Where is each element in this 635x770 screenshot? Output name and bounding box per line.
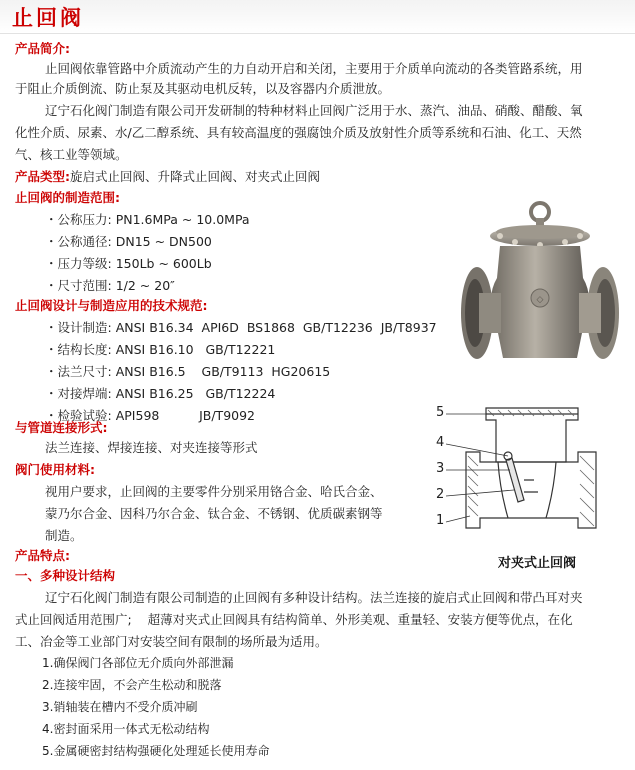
features-line-2: 式止回阀适用范围广; 超薄对夹式止回阀具有结构简单、外形美观、重量轻、安装方便等优点，在化 — [15, 612, 573, 627]
feature-point: 5.金属硬密封结构强硬化处理延长使用寿命 — [42, 744, 270, 758]
features-line-3: 工、冶金等工业部门对安装空间有限制的场所最为适用。 — [15, 634, 328, 649]
diagram-label-3: 3 — [436, 461, 445, 476]
spec-item: ・ 结构长度: ANSI B16.10 GB/T12221 — [45, 340, 275, 358]
spec-heading: 止回阀设计与制造应用的技术规范: — [15, 298, 208, 313]
intro-line-1: 止回阀依靠管路中介质流动产生的力自动开启和关闭，主要用于介质单向流动的各类管路系统，用 — [45, 61, 583, 76]
title-bar — [0, 0, 635, 34]
range-heading: 止回阀的制造范围: — [15, 190, 120, 205]
diagram-caption: 对夹式止回阀 — [498, 556, 577, 571]
diagram-label-5: 5 — [436, 405, 445, 420]
material-line-1: 视用户要求，止回阀的主要零件分别采用铬合金、哈氏合金、 — [45, 484, 383, 499]
intro-line-5: 气、核工业等领域。 — [15, 147, 128, 162]
spec-item: ・ 对接焊端: ANSI B16.25 GB/T12224 — [45, 384, 275, 402]
range-item: ・ 压力等级: 150Lb ~ 600Lb — [45, 254, 212, 272]
features-heading: 产品特点: — [15, 548, 70, 563]
product-type — [15, 167, 320, 185]
material-heading: 阀门使用材料: — [15, 462, 95, 477]
intro-line-3: 辽宁石化阀门制造有限公司开发研制的特种材料止回阀广泛用于水、蒸汽、油品、硝酸、醋酸、氧 — [45, 103, 583, 118]
range-item: ・ 公称通径: DN15 ~ DN500 — [45, 232, 212, 250]
spec-item: ・ 检验试验: API598 JB/T9092 — [45, 406, 255, 424]
valve-photo — [455, 198, 625, 388]
features-line-1: 辽宁石化阀门制造有限公司制造的止回阀有多种设计结构。法兰连接的旋启式止回阀和带凸耳对夹 — [45, 590, 583, 605]
spec-item: ・ 法兰尺寸: ANSI B16.5 GB/T9113 HG20615 — [45, 362, 330, 380]
connection-heading: 与管道连接形式: — [15, 420, 108, 435]
material-line-3: 制造。 — [45, 528, 83, 543]
product-type-value: 旋启式止回阀、升降式止回阀、对夹式止回阀 — [70, 169, 321, 184]
intro-heading: 产品简介: — [15, 41, 70, 56]
connection-value: 法兰连接、焊接连接、对夹连接等形式 — [45, 440, 258, 455]
intro-line-2: 于阻止介质倒流、防止泵及其驱动电机反转，以及容器内介质泄放。 — [15, 81, 391, 96]
features-subheading: 一、多种设计结构 — [15, 568, 116, 583]
feature-point: 1.确保阀门各部位无介质向外部泄漏 — [42, 656, 234, 670]
diagram-label-1: 1 — [436, 513, 445, 528]
feature-point: 3.销轴装在槽内不受介质冲刷 — [42, 700, 198, 714]
intro-line-4: 化性介质、尿素、水/乙二醇系统、具有较高温度的强腐蚀介质及放射性介质等系统和石油、化工、天然 — [15, 125, 582, 140]
range-item: ・ 尺寸范围: 1/2 ~ 20″ — [45, 276, 175, 294]
svg-text:◇: ◇ — [536, 294, 544, 304]
diagram-label-4: 4 — [436, 435, 445, 450]
feature-point: 4.密封面采用一体式无松动结构 — [42, 722, 210, 736]
material-line-2: 蒙乃尔合金、因科乃尔合金、钛合金、不锈钢、优质碳素钢等 — [45, 506, 383, 521]
valve-section-diagram — [428, 400, 628, 540]
page-title: 止回阀 — [12, 5, 84, 30]
feature-point: 2.连接牢固，不会产生松动和脱落 — [42, 678, 222, 692]
range-item: ・ 公称压力: PN1.6MPa ~ 10.0MPa — [45, 210, 250, 228]
diagram-label-2: 2 — [436, 487, 445, 502]
spec-item: ・ 设计制造: ANSI B16.34 API6D BS1868 GB/T12236 JB/T8937 — [45, 318, 437, 336]
product-type-label: 产品类型: — [15, 169, 70, 184]
